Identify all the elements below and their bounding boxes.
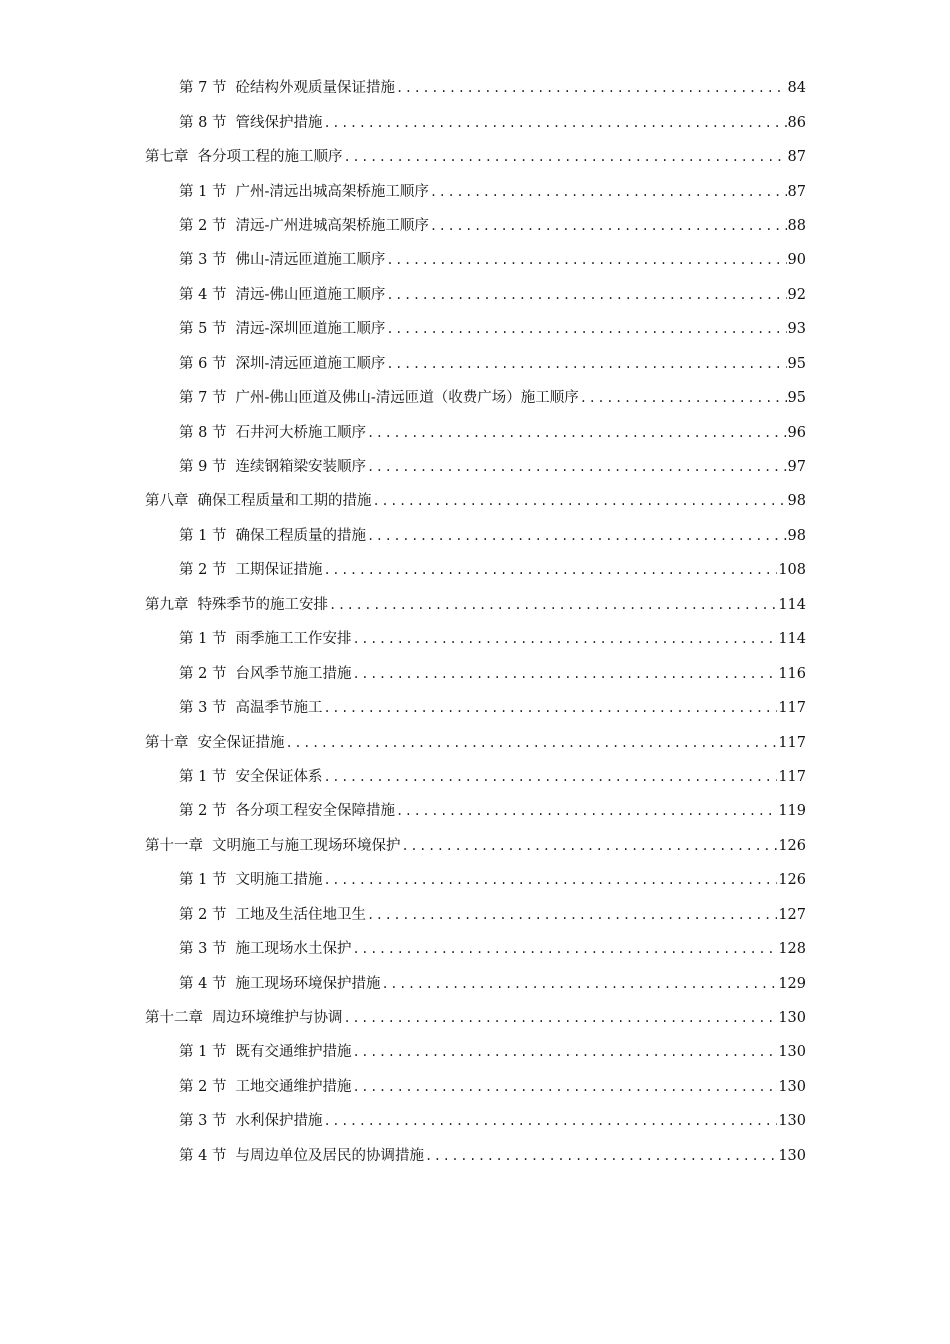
toc-entry-title xyxy=(179,630,351,648)
toc-leader-dots xyxy=(344,1009,778,1027)
toc-leader-dots xyxy=(329,596,777,614)
toc-entry-title xyxy=(179,183,429,201)
toc-page-number: 117 xyxy=(778,700,806,717)
toc-entry-text: 佛山-清远匝道施工顺序 xyxy=(235,252,386,269)
toc-section-entry[interactable] xyxy=(0,1104,950,1138)
toc-section-entry[interactable] xyxy=(0,71,950,105)
toc-leader-dots xyxy=(367,458,787,476)
toc-page-number: 129 xyxy=(778,975,806,992)
toc-entry-title xyxy=(179,1043,351,1061)
toc-entry-number: 第九章 xyxy=(145,596,189,613)
toc-chapter-entry[interactable] xyxy=(0,140,950,174)
toc-entry-number: 第 1 节 xyxy=(179,1044,227,1061)
toc-entry-text: 水利保护措施 xyxy=(235,1113,323,1130)
toc-page-number: 87 xyxy=(787,149,806,166)
toc-page-number: 114 xyxy=(778,596,806,613)
toc-entry-text: 工地及生活住地卫生 xyxy=(235,906,366,923)
toc-entry-text: 确保工程质量的措施 xyxy=(235,527,366,544)
toc-page-number: 84 xyxy=(787,80,806,97)
toc-entry-text: 深圳-清远匝道施工顺序 xyxy=(235,355,386,372)
toc-entry-number: 第 9 节 xyxy=(179,459,227,476)
toc-section-entry[interactable] xyxy=(0,760,950,794)
toc-section-entry[interactable] xyxy=(0,312,950,346)
toc-section-entry[interactable] xyxy=(0,1035,950,1069)
toc-section-entry[interactable] xyxy=(0,553,950,587)
toc-page-number: 127 xyxy=(778,906,806,923)
toc-section-entry[interactable] xyxy=(0,863,950,897)
toc-entry-number: 第七章 xyxy=(145,149,189,166)
toc-entry-text: 清远-广州进城高架桥施工顺序 xyxy=(235,217,429,234)
toc-section-entry[interactable] xyxy=(0,209,950,243)
toc-entry-title xyxy=(179,1112,322,1130)
toc-section-entry[interactable] xyxy=(0,243,950,277)
toc-entry-text: 安全保证措施 xyxy=(197,734,285,751)
toc-entry-text: 广州-清远出城高架桥施工顺序 xyxy=(235,183,429,200)
toc-entry-title xyxy=(179,217,429,235)
toc-entry-title xyxy=(179,424,366,442)
toc-page-number: 117 xyxy=(778,734,806,751)
toc-chapter-entry[interactable] xyxy=(0,588,950,622)
toc-entry-title xyxy=(179,286,385,304)
toc-leader-dots xyxy=(323,1112,777,1130)
toc-leader-dots xyxy=(323,699,777,717)
toc-entry-number: 第 1 节 xyxy=(179,768,227,785)
toc-leader-dots xyxy=(367,527,787,545)
toc-leader-dots xyxy=(323,871,777,889)
toc-page-number: 93 xyxy=(787,321,806,338)
toc-leader-dots xyxy=(323,114,786,132)
toc-leader-dots xyxy=(580,389,787,407)
toc-entry-text: 广州-佛山匝道及佛山-清远匝道（收费广场）施工顺序 xyxy=(235,390,579,407)
toc-leader-dots xyxy=(352,1043,777,1061)
toc-leader-dots xyxy=(381,975,777,993)
toc-leader-dots xyxy=(323,561,777,579)
toc-entry-title xyxy=(145,837,401,855)
toc-entry-number: 第 7 节 xyxy=(179,80,227,97)
toc-entry-number: 第 5 节 xyxy=(179,321,227,338)
toc-entry-text: 既有交通维护措施 xyxy=(235,1044,352,1061)
toc-entry-text: 管线保护措施 xyxy=(235,114,323,131)
toc-page-number: 130 xyxy=(778,1010,806,1027)
toc-chapter-entry[interactable] xyxy=(0,484,950,518)
toc-page-number: 86 xyxy=(787,114,806,131)
toc-entry-title xyxy=(179,871,322,889)
toc-section-entry[interactable] xyxy=(0,691,950,725)
toc-entry-title xyxy=(145,734,285,752)
toc-section-entry[interactable] xyxy=(0,966,950,1000)
toc-entry-text: 与周边单位及居民的协调措施 xyxy=(235,1147,424,1164)
toc-page-number: 95 xyxy=(787,355,806,372)
toc-entry-number: 第 3 节 xyxy=(179,700,227,717)
toc-entry-number: 第 2 节 xyxy=(179,562,227,579)
toc-section-entry[interactable] xyxy=(0,932,950,966)
toc-entry-number: 第十章 xyxy=(145,734,189,751)
toc-leader-dots xyxy=(352,1078,777,1096)
toc-entry-text: 确保工程质量和工期的措施 xyxy=(197,493,372,510)
toc-section-entry[interactable] xyxy=(0,1070,950,1104)
toc-page-number: 126 xyxy=(778,872,806,889)
toc-section-entry[interactable] xyxy=(0,347,950,381)
toc-entry-title xyxy=(179,389,579,407)
table-of-contents xyxy=(0,71,950,1173)
toc-entry-title xyxy=(179,527,366,545)
toc-leader-dots xyxy=(402,837,778,855)
toc-section-entry[interactable] xyxy=(0,105,950,139)
toc-entry-title xyxy=(179,320,385,338)
toc-entry-text: 台风季节施工措施 xyxy=(235,665,352,682)
toc-entry-title xyxy=(179,768,322,786)
toc-entry-text: 砼结构外观质量保证措施 xyxy=(235,80,395,97)
toc-entry-title xyxy=(179,665,351,683)
toc-entry-text: 各分项工程的施工顺序 xyxy=(197,149,343,166)
toc-entry-number: 第 6 节 xyxy=(179,355,227,372)
toc-entry-text: 各分项工程安全保障措施 xyxy=(235,803,395,820)
toc-section-entry[interactable] xyxy=(0,415,950,449)
toc-leader-dots xyxy=(323,768,777,786)
toc-entry-number: 第 4 节 xyxy=(179,286,227,303)
toc-page-number: 108 xyxy=(778,562,806,579)
toc-leader-dots xyxy=(352,940,777,958)
toc-section-entry[interactable] xyxy=(0,1139,950,1173)
toc-entry-text: 清远-深圳匝道施工顺序 xyxy=(235,321,386,338)
toc-entry-title xyxy=(179,1147,424,1165)
toc-page-number: 130 xyxy=(778,1147,806,1164)
toc-page-number: 90 xyxy=(787,252,806,269)
toc-page-number: 87 xyxy=(787,183,806,200)
toc-entry-title xyxy=(179,458,366,476)
toc-page-number: 130 xyxy=(778,1044,806,1061)
toc-entry-number: 第 2 节 xyxy=(179,803,227,820)
toc-section-entry[interactable] xyxy=(0,450,950,484)
toc-chapter-entry[interactable] xyxy=(0,829,950,863)
toc-entry-title xyxy=(145,1009,343,1027)
toc-leader-dots xyxy=(352,630,777,648)
toc-entry-number: 第 2 节 xyxy=(179,665,227,682)
toc-entry-text: 施工现场环境保护措施 xyxy=(235,975,381,992)
toc-entry-number: 第 1 节 xyxy=(179,527,227,544)
toc-leader-dots xyxy=(386,320,786,338)
toc-page-number: 98 xyxy=(787,493,806,510)
toc-entry-text: 文明施工与施工现场环境保护 xyxy=(212,837,401,854)
toc-section-entry[interactable] xyxy=(0,622,950,656)
toc-entry-number: 第 4 节 xyxy=(179,1147,227,1164)
toc-page-number: 98 xyxy=(787,527,806,544)
toc-page-number: 114 xyxy=(778,631,806,648)
toc-page-number: 88 xyxy=(787,217,806,234)
toc-leader-dots xyxy=(430,217,787,235)
toc-entry-number: 第 2 节 xyxy=(179,217,227,234)
toc-leader-dots xyxy=(430,183,787,201)
toc-section-entry[interactable] xyxy=(0,656,950,690)
toc-entry-title xyxy=(179,114,322,132)
toc-page-number: 92 xyxy=(787,286,806,303)
toc-page-number: 119 xyxy=(778,803,806,820)
toc-entry-text: 石井河大桥施工顺序 xyxy=(235,424,366,441)
toc-entry-text: 清远-佛山匝道施工顺序 xyxy=(235,286,386,303)
toc-entry-title xyxy=(179,561,322,579)
toc-entry-title xyxy=(179,906,366,924)
toc-entry-number: 第 8 节 xyxy=(179,114,227,131)
toc-entry-number: 第 1 节 xyxy=(179,872,227,889)
toc-page-number: 97 xyxy=(787,459,806,476)
toc-page-number: 130 xyxy=(778,1113,806,1130)
toc-entry-title xyxy=(145,492,372,510)
toc-section-entry[interactable] xyxy=(0,381,950,415)
toc-leader-dots xyxy=(352,665,777,683)
toc-entry-number: 第 3 节 xyxy=(179,1113,227,1130)
toc-entry-title xyxy=(145,596,328,614)
toc-entry-text: 高温季节施工 xyxy=(235,700,323,717)
toc-entry-number: 第 3 节 xyxy=(179,941,227,958)
toc-entry-title xyxy=(179,355,385,373)
toc-section-entry[interactable] xyxy=(0,174,950,208)
toc-entry-number: 第 2 节 xyxy=(179,906,227,923)
toc-leader-dots xyxy=(386,355,786,373)
toc-leader-dots xyxy=(344,148,787,166)
toc-page-number: 117 xyxy=(778,768,806,785)
toc-entry-text: 连续钢箱梁安装顺序 xyxy=(235,459,366,476)
toc-entry-text: 工地交通维护措施 xyxy=(235,1078,352,1095)
toc-entry-title xyxy=(179,1078,351,1096)
toc-page-number: 96 xyxy=(787,424,806,441)
toc-page-number: 126 xyxy=(778,837,806,854)
toc-leader-dots xyxy=(396,79,787,97)
toc-entry-title xyxy=(179,699,322,717)
toc-page-number: 130 xyxy=(778,1078,806,1095)
toc-chapter-entry[interactable] xyxy=(0,1001,950,1035)
toc-leader-dots xyxy=(396,802,777,820)
toc-entry-text: 特殊季节的施工安排 xyxy=(197,596,328,613)
toc-entry-number: 第十二章 xyxy=(145,1010,203,1027)
toc-entry-text: 安全保证体系 xyxy=(235,768,323,785)
toc-entry-title xyxy=(179,802,395,820)
toc-page-number: 128 xyxy=(778,941,806,958)
toc-entry-number: 第 8 节 xyxy=(179,424,227,441)
toc-section-entry[interactable] xyxy=(0,519,950,553)
toc-entry-text: 周边环境维护与协调 xyxy=(212,1010,343,1027)
toc-entry-number: 第 4 节 xyxy=(179,975,227,992)
toc-entry-title xyxy=(179,940,351,958)
toc-leader-dots xyxy=(286,734,778,752)
toc-entry-text: 雨季施工工作安排 xyxy=(235,631,352,648)
toc-leader-dots xyxy=(386,286,786,304)
toc-leader-dots xyxy=(386,251,786,269)
toc-section-entry[interactable] xyxy=(0,794,950,828)
toc-entry-text: 工期保证措施 xyxy=(235,562,323,579)
toc-entry-number: 第 2 节 xyxy=(179,1078,227,1095)
toc-entry-number: 第 3 节 xyxy=(179,252,227,269)
toc-entry-number: 第 1 节 xyxy=(179,631,227,648)
toc-leader-dots xyxy=(425,1147,777,1165)
toc-section-entry[interactable] xyxy=(0,278,950,312)
toc-entry-title xyxy=(179,79,395,97)
toc-entry-title xyxy=(179,251,385,269)
toc-entry-text: 文明施工措施 xyxy=(235,872,323,889)
toc-section-entry[interactable] xyxy=(0,898,950,932)
toc-page-number: 116 xyxy=(778,665,806,682)
toc-page-number: 95 xyxy=(787,390,806,407)
toc-entry-title xyxy=(145,148,343,166)
toc-leader-dots xyxy=(367,424,787,442)
toc-entry-number: 第十一章 xyxy=(145,837,203,854)
toc-leader-dots xyxy=(367,906,777,924)
toc-leader-dots xyxy=(373,492,787,510)
toc-entry-title xyxy=(179,975,380,993)
toc-entry-text: 施工现场水土保护 xyxy=(235,941,352,958)
toc-entry-number: 第 7 节 xyxy=(179,390,227,407)
toc-chapter-entry[interactable] xyxy=(0,725,950,759)
toc-entry-number: 第八章 xyxy=(145,493,189,510)
toc-entry-number: 第 1 节 xyxy=(179,183,227,200)
